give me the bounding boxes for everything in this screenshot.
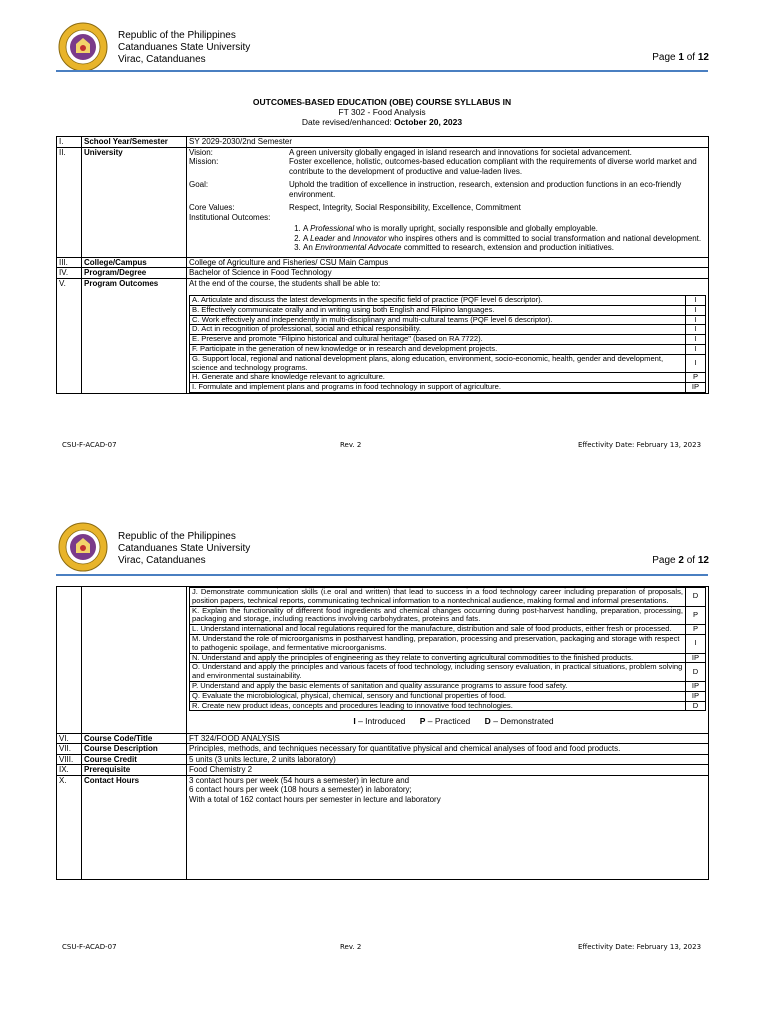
header-line-location: Virac, Catanduanes [118, 54, 206, 65]
row-course-code: VI. Course Code/Title FT 324/FOOD ANALYSIS [57, 733, 709, 744]
title-line-3: Date revised/enhanced: October 20, 2023 [301, 117, 463, 127]
outcome-row: P. Understand and apply the basic elements of sanitation and quality assurance programs to assure food safety. IP [190, 681, 706, 691]
outcome-row: E. Preserve and promote "Filipino historical and cultural heritage" (based on RA 7722). I [190, 335, 706, 345]
university-vmgo: Vision: A green university globally engaged in island research and innovations for societal advancement. Mission: Foster excellence, holistic, outcomes-based education compliant with the requirements of diverse world market and contribute to the development of productive and value-laden lives. Goal: Uphold the tradition of excellence in instruction, research, extension and production functions in an eco-friendly environment. Core Values: Respect, Integrity, Social Responsibility, Excellence, Commitment Institutional Outcomes: [189, 148, 706, 223]
outcome-row: C. Work effectively and independently in multi-disciplinary and multi-cultural teams (PQF level 6 descriptor). I [190, 315, 706, 325]
outcome-row: O. Understand and apply the principles and various facets of food technology, including sensory evaluation, in practical situations, problem solving and environmental sustainability. D [190, 663, 706, 682]
footer-form-code: CSU-F-ACAD-07 [62, 943, 117, 951]
row-course-description: VII. Course Description Principles, methods, and techniques necessary for quantitative physical and chemical analyses of food and food products. [57, 744, 709, 755]
title-line-2: FT 302 - Food Analysis [338, 107, 426, 117]
header-block [118, 30, 250, 66]
header-rule [56, 574, 708, 576]
outcome-row: D. Act in recognition of professional, social and ethical responsibility. I [190, 325, 706, 335]
mission-text: Foster excellence, holistic, outcomes-based education compliant with the requirements of diverse world market and contribute to the development of productive and value-laden lives. [289, 157, 697, 176]
outcome-row: H. Generate and share knowledge relevant to agriculture. P [190, 373, 706, 383]
footer-revision: Rev. 2 [340, 441, 362, 449]
row-course-credit: VIII. Course Credit 5 units (3 units lecture, 2 units laboratory) [57, 754, 709, 765]
footer-effectivity: Effectivity Date: February 13, 2023 [578, 441, 702, 449]
institutional-outcome-3: 3. An Environmental Advocate committed to research, extension and production initiatives. [303, 243, 706, 253]
page-2 [0, 500, 768, 1024]
row-program-degree: IV. Program/Degree Bachelor of Science in Food Technology [57, 268, 709, 279]
outcome-row: A. Articulate and discuss the latest developments in the specific field of practice (PQF level 6 descriptor). I [190, 296, 706, 306]
header-line-republic: Republic of the Philippines [118, 30, 236, 41]
institutional-outcomes-list [289, 224, 706, 253]
vision-text: A green university globally engaged in island research and innovations for societal advancement. [289, 147, 632, 157]
outcome-row: F. Participate in the generation of new knowledge or in research and development projects. I [190, 344, 706, 354]
outcome-row: G. Support local, regional and national development plans, along education, environment, socio-economic, health, gender and development, science and technology programs. I [190, 354, 706, 373]
core-values-text: Respect, Integrity, Social Responsibility, Excellence, Commitment [289, 203, 521, 212]
outcome-row: R. Create new product ideas, concepts and procedures leading to innovative food technologies. D [190, 701, 706, 711]
header-block: Republic of the Philippines Catanduanes State University Virac, Catanduanes [118, 531, 251, 566]
syllabus-table-page2 [56, 586, 709, 880]
institutional-outcome-1: 1. A Professional who is morally upright, socially responsible and globally employable. [303, 224, 706, 234]
page-number: Page 1 of 12 [652, 52, 709, 63]
program-outcomes-table-2 [189, 587, 706, 711]
row-college-campus: III. College/Campus College of Agriculture and Fisheries/ CSU Main Campus [57, 257, 709, 268]
row-school-year: I. School Year/Semester SY 2029-2030/2nd Semester [57, 137, 709, 148]
outcome-row: I. Formulate and implement plans and programs in food technology in support of agriculture. IP [190, 383, 706, 393]
footer-form-code: CSU-F-ACAD-07 [62, 441, 117, 449]
footer-effectivity: Effectivity Date: February 13, 2023 [578, 943, 702, 951]
program-outcomes-intro: At the end of the course, the students shall be able to: [189, 278, 381, 288]
page-number: Page 2 of 12 [652, 555, 709, 566]
row-university: II. University Vision: A green university globally engaged in island research and innovations for societal advancement. Mission: Foster excellence, holistic, outcomes-based education compliant with the requirements of diverse world market and contribute to the development of productive and value-laden lives. Goal: Uphold the tradition of excellence in instruction, research, extension and production functions in an eco-friendly environment. Core Values: Respect, Integrity, Social Responsibility, Excellence, Commitment Institutional Outcomes: 1. A Professional who is morally upright, socially responsible and globally employable. 2. A Leader and Innovator who inspires others and is committed to social transformation and national development. 3. An Environmental Advocate committed to research, extension and production initiatives. [57, 147, 709, 257]
outcome-row: Q. Evaluate the microbiological, physical, chemical, sensory and functional properties of food. IP [190, 691, 706, 701]
footer-revision: Rev. 2 [340, 943, 362, 951]
syllabus-title [56, 97, 708, 127]
outcome-row: N. Understand and apply the principles of engineering as they relate to converting agricultural commodities to the finished products. IP [190, 653, 706, 663]
page-1 [0, 0, 768, 470]
outcome-row: L. Understand international and local regulations required for the manufacture, distribution and sale of food products, either fresh or processed. P [190, 625, 706, 635]
syllabus-table-page1 [56, 136, 709, 394]
outcome-row: M. Understand the role of microorganisms in postharvest handling, preparation, processing and preservation, packaging and storage with respect to pathogenic spoilage, and fermentative microorganisms. I [190, 634, 706, 653]
outcome-row: B. Effectively communicate orally and in writing using both English and Filipino languages. I [190, 305, 706, 315]
row-program-outcomes: V. Program Outcomes At the end of the course, the students shall be able to: A. Articulate and discuss the latest developments in the specific field of practice (PQF level 6 descriptor). I B. Effectively communicate orally and in writing using both English and Filipino languages. I C. Work effectively and independently in multi-disciplinary and multi-cultural teams (PQF level 6 descriptor). I D. Act in recognition of professional, social and ethical responsibility. I E. Preserve and promote "Filipino historical and cultural heritage" (based on RA 7722). I F. Participate in the generation of new knowledge or in research and development projects. I G. Support local, regional and national development plans, along education, environment, socio-economic, health, gender and development, science and technology programs. I H. Generate and share knowledge relevant to agriculture. P I. Formulate and implement plans and programs in food technology in support of agriculture. IP [57, 278, 709, 393]
institutional-outcome-2: 2. A Leader and Innovator who inspires others and is committed to social transformation and national development. [303, 234, 706, 244]
outcome-code-legend: I – Introduced P – Practiced D – Demonstrated [353, 716, 554, 727]
header-rule [56, 70, 708, 72]
outcome-row: K. Explain the functionality of different food ingredients and chemical changes occurring during post-harvest handling, preparation, processing, packaging and storage, including reactions involving carbohydrates, proteins and fats. P [190, 606, 706, 625]
row-prerequisite: IX. Prerequisite Food Chemistry 2 [57, 765, 709, 776]
header-line-university: Catanduanes State University [118, 42, 251, 53]
university-seal-icon [58, 22, 108, 72]
goal-text: Uphold the tradition of excellence in instruction, research, extension and production functions in an eco-friendly environment. [289, 180, 682, 199]
row-contact-hours: X. Contact Hours 3 contact hours per week (54 hours a semester) in lecture and 6 contact hours per week (108 hours a semester) in laboratory; With a total of 162 contact hours per semester in lecture and laboratory [57, 775, 709, 879]
outcome-row: J. Demonstrate communication skills (i.e oral and written) that lead to success in a food technology career including preparation of proposals, position papers, technical reports, communicating technical information to a nontechnical audience, making formal and informal presentations. D [190, 588, 706, 607]
title-line-1: OUTCOMES-BASED EDUCATION (OBE) COURSE SYLLABUS IN [252, 97, 512, 107]
university-seal-icon [58, 522, 108, 572]
program-outcomes-table-1 [189, 295, 706, 393]
row-program-outcomes-cont [57, 587, 709, 734]
